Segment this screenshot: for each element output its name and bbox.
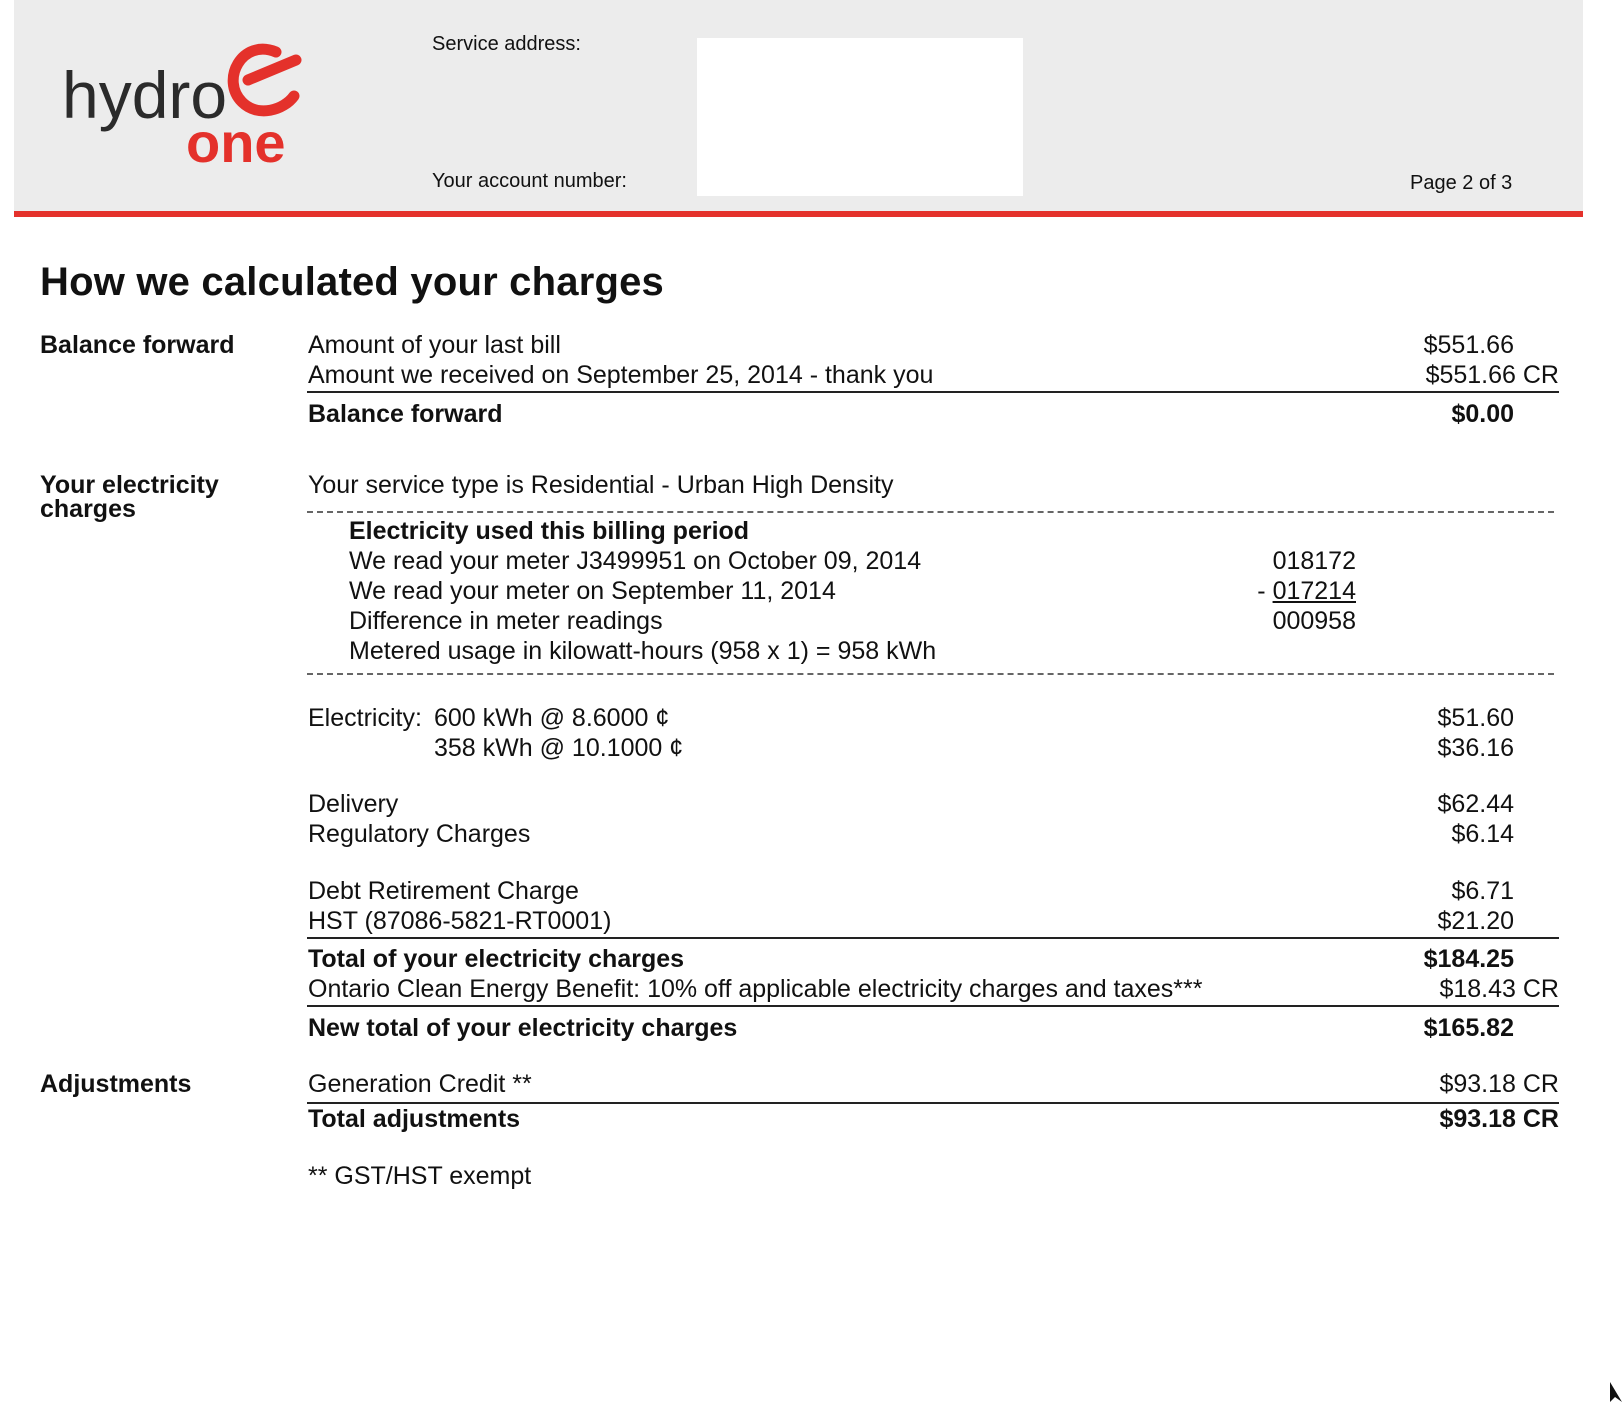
metered-usage-label: Metered usage in kilowatt-hours (958 x 1) = 958 kWh xyxy=(349,637,937,665)
last-bill-amount: $551.66 xyxy=(1423,331,1514,359)
tier-1-label: 600 kWh @ 8.6000 ¢ xyxy=(434,704,670,732)
usage-heading: Electricity used this billing period xyxy=(349,517,750,545)
page-number: Page 2 of 3 xyxy=(1410,172,1513,194)
clean-energy-benefit-label: Ontario Clean Energy Benefit: 10% off applicable electricity charges and taxes*** xyxy=(308,975,1203,1003)
tier-2-amount: $36.16 xyxy=(1437,734,1514,762)
clean-energy-benefit-amount: $18.43 CR xyxy=(1439,975,1559,1003)
divider-line xyxy=(307,391,1559,393)
electricity-total-label: Total of your electricity charges xyxy=(308,945,685,973)
meter-difference-label: Difference in meter readings xyxy=(349,607,663,635)
hst-label: HST (87086-5821-RT0001) xyxy=(308,907,612,935)
section-label-adjustments: Adjustments xyxy=(40,1070,192,1098)
delivery-label: Delivery xyxy=(308,790,399,818)
section-label-electricity-charges: Your electricity charges xyxy=(40,471,219,523)
page-title: How we calculated your charges xyxy=(40,260,664,304)
header-divider xyxy=(14,211,1583,217)
meter-read-previous-value xyxy=(1257,576,1356,606)
debt-retirement-label: Debt Retirement Charge xyxy=(308,877,579,905)
new-electricity-total-label: New total of your electricity charges xyxy=(308,1014,738,1042)
section-label-balance-forward: Balance forward xyxy=(40,331,235,359)
balance-forward-total-amount: $0.00 xyxy=(1451,400,1514,428)
logo-swirl-icon xyxy=(233,49,296,111)
meter-read-current-label: We read your meter J3499951 on October 09, 2014 xyxy=(349,547,922,575)
redacted-address-account-box xyxy=(697,38,1023,196)
meter-difference-value: 000958 xyxy=(1272,607,1356,635)
delivery-amount: $62.44 xyxy=(1437,790,1514,818)
new-electricity-total-amount: $165.82 xyxy=(1423,1014,1514,1042)
hydro-one-logo xyxy=(62,40,322,175)
footnote: ** GST/HST exempt xyxy=(308,1162,532,1190)
meter-read-current-value: 018172 xyxy=(1272,547,1356,575)
meter-read-previous-number: 017214 xyxy=(1272,577,1356,605)
generation-credit-amount: $93.18 CR xyxy=(1439,1070,1559,1098)
minus-sign: - xyxy=(1257,577,1273,605)
generation-credit-label: Generation Credit ** xyxy=(308,1070,532,1098)
tier-2-label: 358 kWh @ 10.1000 ¢ xyxy=(434,734,684,762)
logo-word-hydro: hydro xyxy=(62,58,228,132)
account-number-label: Your account number: xyxy=(432,170,627,192)
payment-received-amount: $551.66 CR xyxy=(1425,361,1559,389)
divider-line xyxy=(307,937,1559,939)
meter-read-previous-label: We read your meter on September 11, 2014 xyxy=(349,577,836,605)
dashed-divider xyxy=(307,511,1554,513)
logo-word-one: one xyxy=(186,111,286,174)
hydro-one-logo-graphic xyxy=(62,40,322,175)
electricity-total-amount: $184.25 xyxy=(1423,945,1514,973)
payment-received-label: Amount we received on September 25, 2014 - thank you xyxy=(308,361,934,389)
dashed-divider xyxy=(307,673,1554,675)
total-adjustments-label: Total adjustments xyxy=(308,1105,521,1133)
balance-forward-total-label: Balance forward xyxy=(308,400,503,428)
last-bill-label: Amount of your last bill xyxy=(308,331,561,359)
hst-amount: $21.20 xyxy=(1437,907,1514,935)
service-type: Your service type is Residential - Urban High Density xyxy=(308,471,894,499)
debt-retirement-amount: $6.71 xyxy=(1451,877,1514,905)
regulatory-amount: $6.14 xyxy=(1451,820,1514,848)
mouse-cursor-icon xyxy=(1610,1382,1622,1402)
electricity-label: Electricity: xyxy=(308,704,422,732)
service-address-label: Service address: xyxy=(432,33,581,55)
total-adjustments-amount: $93.18 CR xyxy=(1439,1105,1559,1133)
tier-1-amount: $51.60 xyxy=(1437,704,1514,732)
divider-line xyxy=(307,1005,1559,1007)
regulatory-label: Regulatory Charges xyxy=(308,820,531,848)
